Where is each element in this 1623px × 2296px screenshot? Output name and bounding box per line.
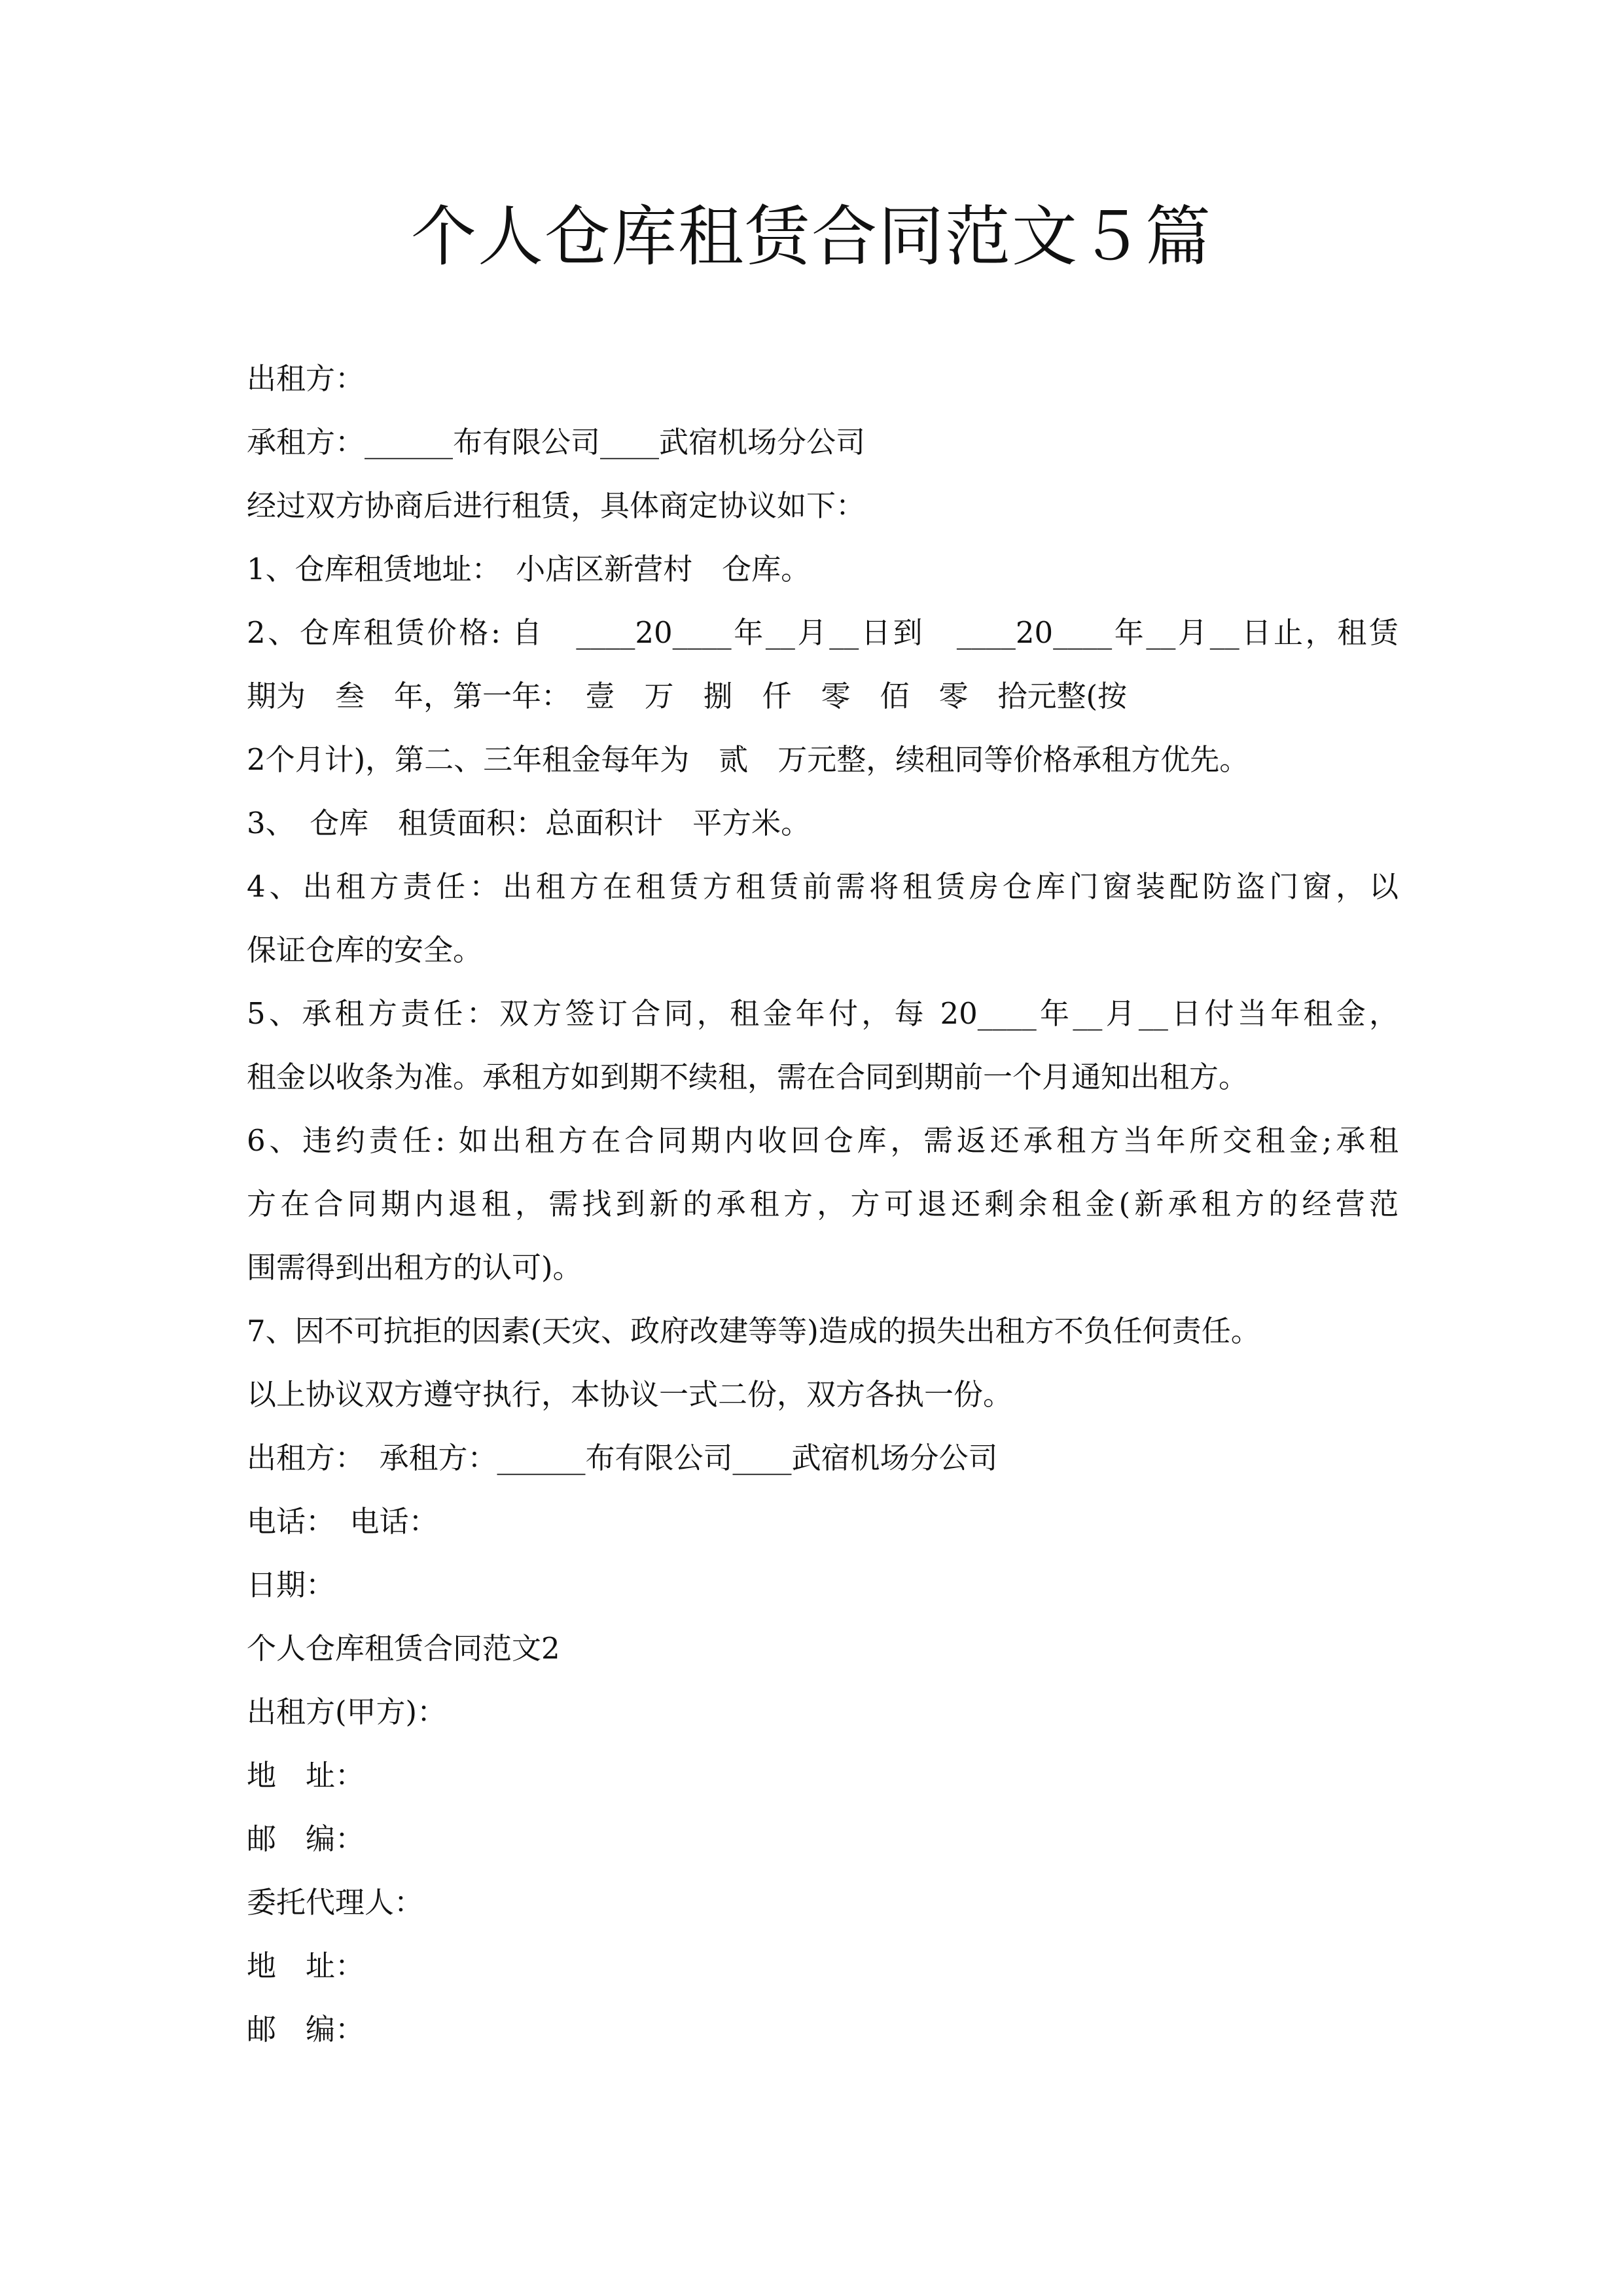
paragraph-line: 保证仓库的安全。 bbox=[247, 933, 483, 967]
paragraph-line: 经过双方协商后进行租赁，具体商定协议如下： bbox=[247, 488, 866, 523]
paragraph-line: 承租方：______布有限公司____武宿机场分公司 bbox=[247, 425, 866, 459]
paragraph-line: 委托代理人： bbox=[247, 1885, 424, 1920]
contract-body bbox=[247, 347, 1399, 2061]
paragraph-line: 地 址： bbox=[247, 1758, 365, 1793]
paragraph-line: 以上协议双方遵守执行，本协议一式二份，双方各执一份。 bbox=[247, 1377, 1013, 1412]
paragraph-line: 3、 仓库 租赁面积：总面积计 平方米。 bbox=[247, 806, 811, 840]
document-title: 个人仓库租赁合同范文５篇 bbox=[411, 198, 1212, 275]
paragraph-line: 2个月计)，第二、三年租金每年为 贰 万元整，续租同等价格承租方优先。 bbox=[247, 742, 1249, 777]
paragraph-line: 6、违约责任: 如出租方在合同期内收回仓库，需返还承租方当年所交租金;承租 bbox=[247, 1123, 1399, 1158]
paragraph-line: 期为 叁 年，第一年： 壹 万 捌 仟 零 佰 零 拾元整(按 bbox=[247, 679, 1128, 713]
paragraph-line: 4、出租方责任：出租方在租赁方租赁前需将租赁房仓库门窗装配防盗门窗，以 bbox=[247, 869, 1399, 904]
paragraph-line: 出租方： bbox=[247, 361, 365, 396]
paragraph-line: 邮 编： bbox=[247, 2012, 365, 2047]
paragraph-line: 出租方(甲方)： bbox=[247, 1695, 447, 1729]
paragraph-line: 围需得到出租方的认可)。 bbox=[247, 1250, 582, 1285]
paragraph-line: 1、仓库租赁地址： 小店区新营村 仓库。 bbox=[247, 552, 811, 586]
paragraph-line: 出租方： 承租方：______布有限公司____武宿机场分公司 bbox=[247, 1441, 998, 1475]
paragraph-line: 地 址： bbox=[247, 1948, 365, 1983]
paragraph-line: 2、仓库租赁价格: 自 ____20____年__月__日到 ____20____年__月__日止，租赁 bbox=[247, 615, 1399, 650]
paragraph-line: 5、承租方责任：双方签订合同，租金年付，每 20____年__月__日付当年租金， bbox=[247, 996, 1399, 1031]
paragraph-line: 电话： 电话： bbox=[247, 1504, 438, 1539]
paragraph-line: 租金以收条为准。承租方如到期不续租，需在合同到期前一个月通知出租方。 bbox=[247, 1060, 1249, 1094]
paragraph-line: 7、因不可抗拒的因素(天灾、政府改建等等)造成的损失出租方不负任何责任。 bbox=[247, 1314, 1260, 1348]
paragraph-line: 邮 编： bbox=[247, 1821, 365, 1856]
paragraph-line: 方在合同期内退租，需找到新的承租方，方可退还剩余租金(新承租方的经营范 bbox=[247, 1187, 1399, 1221]
section-heading: 个人仓库租赁合同范文2 bbox=[247, 1631, 560, 1666]
paragraph-line: 日期： bbox=[247, 1568, 336, 1602]
